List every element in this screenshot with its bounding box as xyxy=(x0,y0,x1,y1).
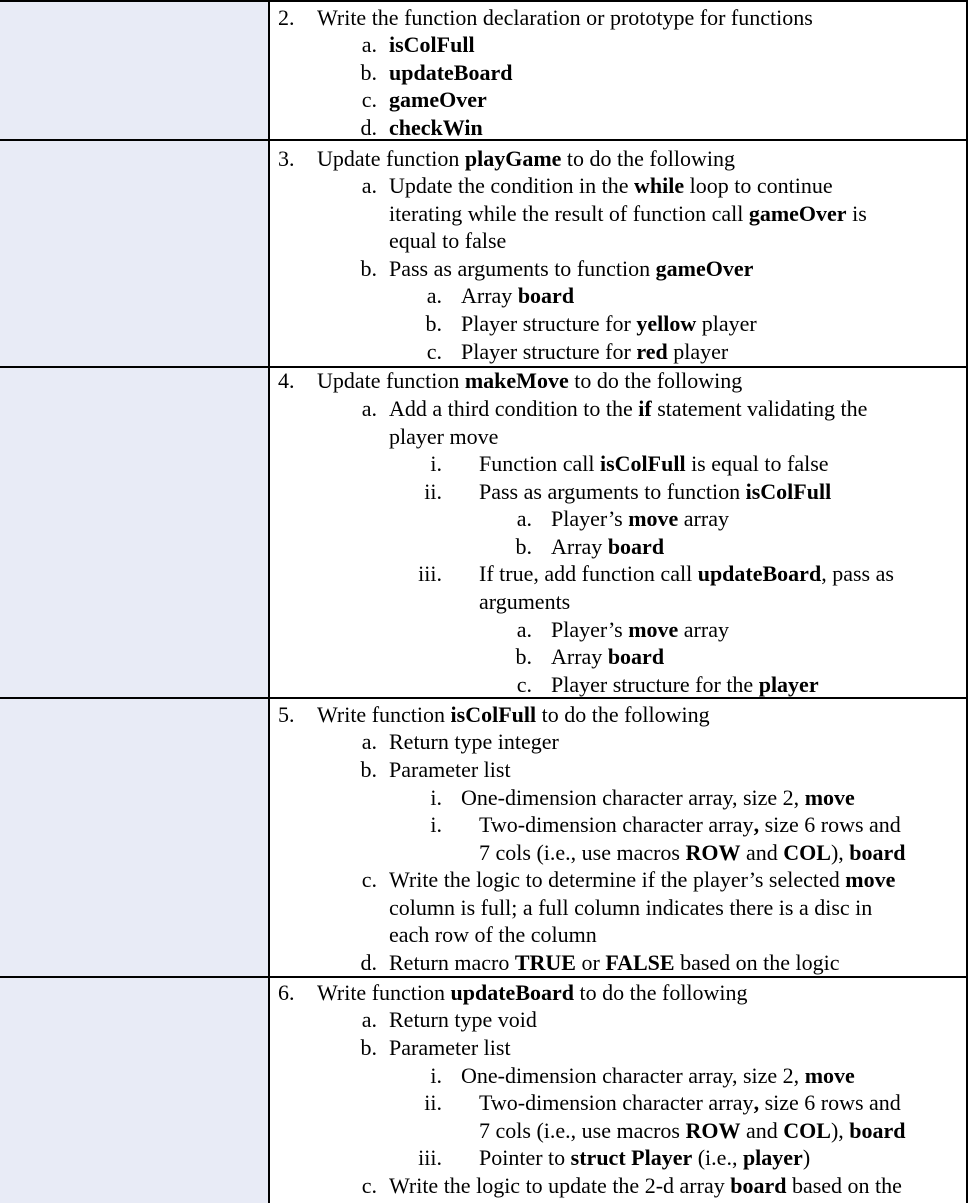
function-name: checkWin xyxy=(389,115,483,140)
step-text: Write function isColFull to do the following xyxy=(317,702,710,727)
list-marker: a. xyxy=(361,32,377,57)
argument-text: Player’s move array xyxy=(551,506,729,531)
column-divider xyxy=(268,0,270,1203)
right-border xyxy=(966,0,968,1203)
list-marker: c. xyxy=(361,1173,377,1198)
list-marker: b. xyxy=(360,757,377,782)
instruction-text: Pass as arguments to function gameOver xyxy=(389,256,754,281)
row-6-left-cell xyxy=(0,978,268,1203)
list-marker: b. xyxy=(360,1035,377,1060)
parameter-text: Pointer to struct Player (i.e., player) xyxy=(479,1145,811,1170)
list-marker: c. xyxy=(516,672,532,697)
argument-text: Player’s move array xyxy=(551,617,729,642)
argument-text: Player structure for yellow player xyxy=(461,311,757,336)
list-marker: b. xyxy=(515,534,532,559)
list-marker: c. xyxy=(361,87,377,112)
step-number: 6. xyxy=(278,980,295,1005)
row-2-left-cell xyxy=(0,0,268,139)
list-marker: a. xyxy=(426,283,442,308)
list-marker: a. xyxy=(361,173,377,198)
parameter-text: Two-dimension character array, size 6 rows and xyxy=(479,1090,901,1115)
argument-text: Player structure for red player xyxy=(461,339,729,364)
list-marker: b. xyxy=(515,644,532,669)
row-5-left-cell xyxy=(0,699,268,976)
instruction-text: Return type integer xyxy=(389,729,559,754)
instruction-text: Add a third condition to the if statement validating the xyxy=(389,396,868,421)
list-marker: a. xyxy=(516,617,532,642)
instruction-text: iterating while the result of function call gameOver is xyxy=(389,201,867,226)
list-marker: a. xyxy=(361,729,377,754)
list-marker: iii. xyxy=(418,561,442,586)
list-marker: i. xyxy=(430,785,442,810)
list-marker: b. xyxy=(360,256,377,281)
list-marker: a. xyxy=(361,396,377,421)
instruction-text: player move xyxy=(389,424,499,449)
argument-text: Array board xyxy=(551,534,665,559)
step-text: Write the function declaration or prototype for functions xyxy=(317,5,813,30)
instruction-text: Parameter list xyxy=(389,757,511,782)
instruction-text: column is full; a full column indicates there is a disc in xyxy=(389,895,873,920)
list-marker: c. xyxy=(361,867,377,892)
row-3-left-cell xyxy=(0,141,268,366)
row-divider xyxy=(0,697,968,699)
step-text: Update function playGame to do the following xyxy=(317,146,735,171)
list-marker: d. xyxy=(360,950,377,975)
parameter-text: One-dimension character array, size 2, move xyxy=(461,785,855,810)
step-text: Write function updateBoard to do the following xyxy=(317,980,748,1005)
parameter-text: 7 cols (i.e., use macros ROW and COL), board xyxy=(479,1118,906,1143)
argument-text: Player structure for the player xyxy=(551,672,819,697)
row-4-left-cell xyxy=(0,368,268,697)
instruction-text: Parameter list xyxy=(389,1035,511,1060)
step-number: 3. xyxy=(278,146,295,171)
step-number: 4. xyxy=(278,368,295,393)
step-number: 2. xyxy=(278,5,295,30)
instruction-text: Return type void xyxy=(389,1007,537,1032)
step-text: Update function makeMove to do the following xyxy=(317,368,743,393)
list-marker: b. xyxy=(360,60,377,85)
instruction-text: Write the logic to determine if the player’s selected move xyxy=(389,867,896,892)
function-name: gameOver xyxy=(389,87,487,112)
list-marker: iii. xyxy=(418,1145,442,1170)
instruction-text: equal to false xyxy=(389,228,507,253)
list-marker: d. xyxy=(360,115,377,140)
instruction-text: Pass as arguments to function isColFull xyxy=(479,479,832,504)
list-marker: ii. xyxy=(424,479,442,504)
parameter-text: One-dimension character array, size 2, move xyxy=(461,1063,855,1088)
function-name: updateBoard xyxy=(389,60,513,85)
instruction-text: each row of the column xyxy=(389,922,597,947)
row-divider xyxy=(0,0,968,2)
instruction-text: If true, add function call updateBoard, pass as xyxy=(479,561,894,586)
list-marker: a. xyxy=(361,1007,377,1032)
parameter-text: 7 cols (i.e., use macros ROW and COL), board xyxy=(479,840,906,865)
list-marker: c. xyxy=(426,339,442,364)
instruction-text: Function call isColFull is equal to false xyxy=(479,451,829,476)
list-marker: b. xyxy=(425,311,442,336)
instruction-text: Return macro TRUE or FALSE based on the logic xyxy=(389,950,840,975)
parameter-text: Two-dimension character array, size 6 rows and xyxy=(479,812,901,837)
row-divider xyxy=(0,139,968,141)
argument-text: Array board xyxy=(461,283,575,308)
instruction-text: Write the logic to update the 2-d array board based on the xyxy=(389,1173,902,1198)
argument-text: Array board xyxy=(551,644,665,669)
list-marker: i. xyxy=(430,451,442,476)
list-marker: ii. xyxy=(424,1090,442,1115)
list-marker: i. xyxy=(430,812,442,837)
list-marker: i. xyxy=(430,1063,442,1088)
instruction-text: Update the condition in the while loop to continue xyxy=(389,173,833,198)
list-marker: a. xyxy=(516,506,532,531)
step-number: 5. xyxy=(278,702,295,727)
instruction-text: arguments xyxy=(479,589,571,614)
function-name: isColFull xyxy=(389,32,475,57)
